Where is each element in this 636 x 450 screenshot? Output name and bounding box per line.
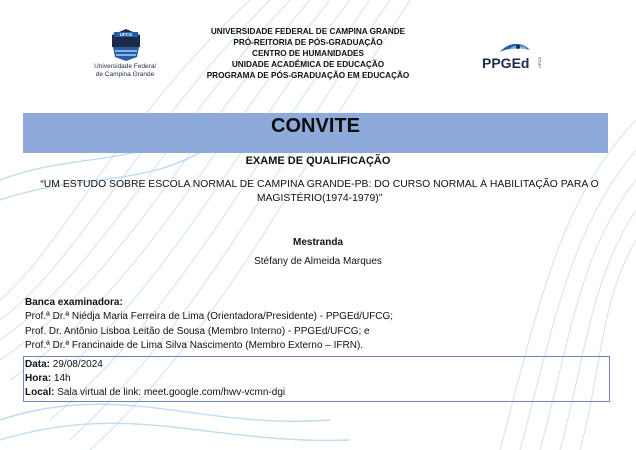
committee-member: Prof.ª Dr.ª Niédja Maria Ferreira de Lima (Orientadora/Presidente) - PPGEd/UFCG; bbox=[25, 311, 394, 323]
committee-member: Prof. Dr. Antônio Lisboa Leitão de Sousa (Membro Interno) - PPGEd/UFCG; e bbox=[25, 325, 370, 337]
details bbox=[25, 358, 285, 401]
place-label: Local: bbox=[25, 387, 55, 399]
time-label: Hora: bbox=[25, 373, 52, 385]
header-line-3: CENTRO DE HUMANIDADES bbox=[252, 49, 364, 58]
ufcg-caption-line2: de Campina Grande bbox=[95, 70, 155, 78]
ufcg-caption bbox=[88, 63, 162, 78]
banner-title: CONVITE bbox=[271, 115, 360, 137]
header-line-1: UNIVERSIDADE FEDERAL DE CAMPINA GRANDE bbox=[210, 27, 406, 36]
header-line-4: UNIDADE ACADÊMICA DE EDUCAÇÃO bbox=[231, 60, 385, 69]
place-row bbox=[25, 386, 285, 400]
institution-header bbox=[180, 26, 436, 81]
time-value: 14h bbox=[53, 373, 71, 385]
committee-member: Prof.ª Dr.ª Francinaide de Lima Silva Nascimento (Membro Externo – IFRN). bbox=[25, 340, 364, 352]
student-name: Stéfany de Almeida Marques bbox=[254, 256, 382, 267]
ufcg-logo-text: UFCG bbox=[119, 32, 133, 37]
date-value: 29/08/2024 bbox=[52, 359, 103, 370]
header-line-5: PROGRAMA DE PÓS-GRADUAÇÃO EM EDUCAÇÃO bbox=[206, 71, 410, 80]
time-row bbox=[25, 372, 285, 386]
ppged-logo bbox=[478, 38, 546, 76]
student-label: Mestranda bbox=[292, 237, 343, 248]
ppged-logo-text: PPGEd bbox=[482, 55, 530, 71]
place-value: Sala virtual de link: meet.google.com/hwv-vcmn-dgi bbox=[57, 387, 286, 399]
ufcg-caption-line1: Universidade Federal bbox=[94, 63, 156, 70]
work-title: “UM ESTUDO SOBRE ESCOLA NORMAL DE CAMPINA GRANDE-PB: DO CURSO NORMAL À HABILITAÇÃO PARA O MAGISTÉRIO(1974-1979)” bbox=[40, 179, 599, 204]
committee-label: Banca examinadora: bbox=[25, 297, 123, 308]
committee bbox=[25, 296, 585, 354]
date-row bbox=[25, 358, 285, 372]
ppged-logo-small: UFCG bbox=[537, 56, 542, 68]
date-label: Data: bbox=[25, 359, 51, 370]
header-line-2: PRÓ-REITORIA DE PÓS-GRADUAÇÃO bbox=[233, 38, 383, 47]
exam-type: EXAME DE QUALIFICAÇÃO bbox=[245, 155, 391, 167]
